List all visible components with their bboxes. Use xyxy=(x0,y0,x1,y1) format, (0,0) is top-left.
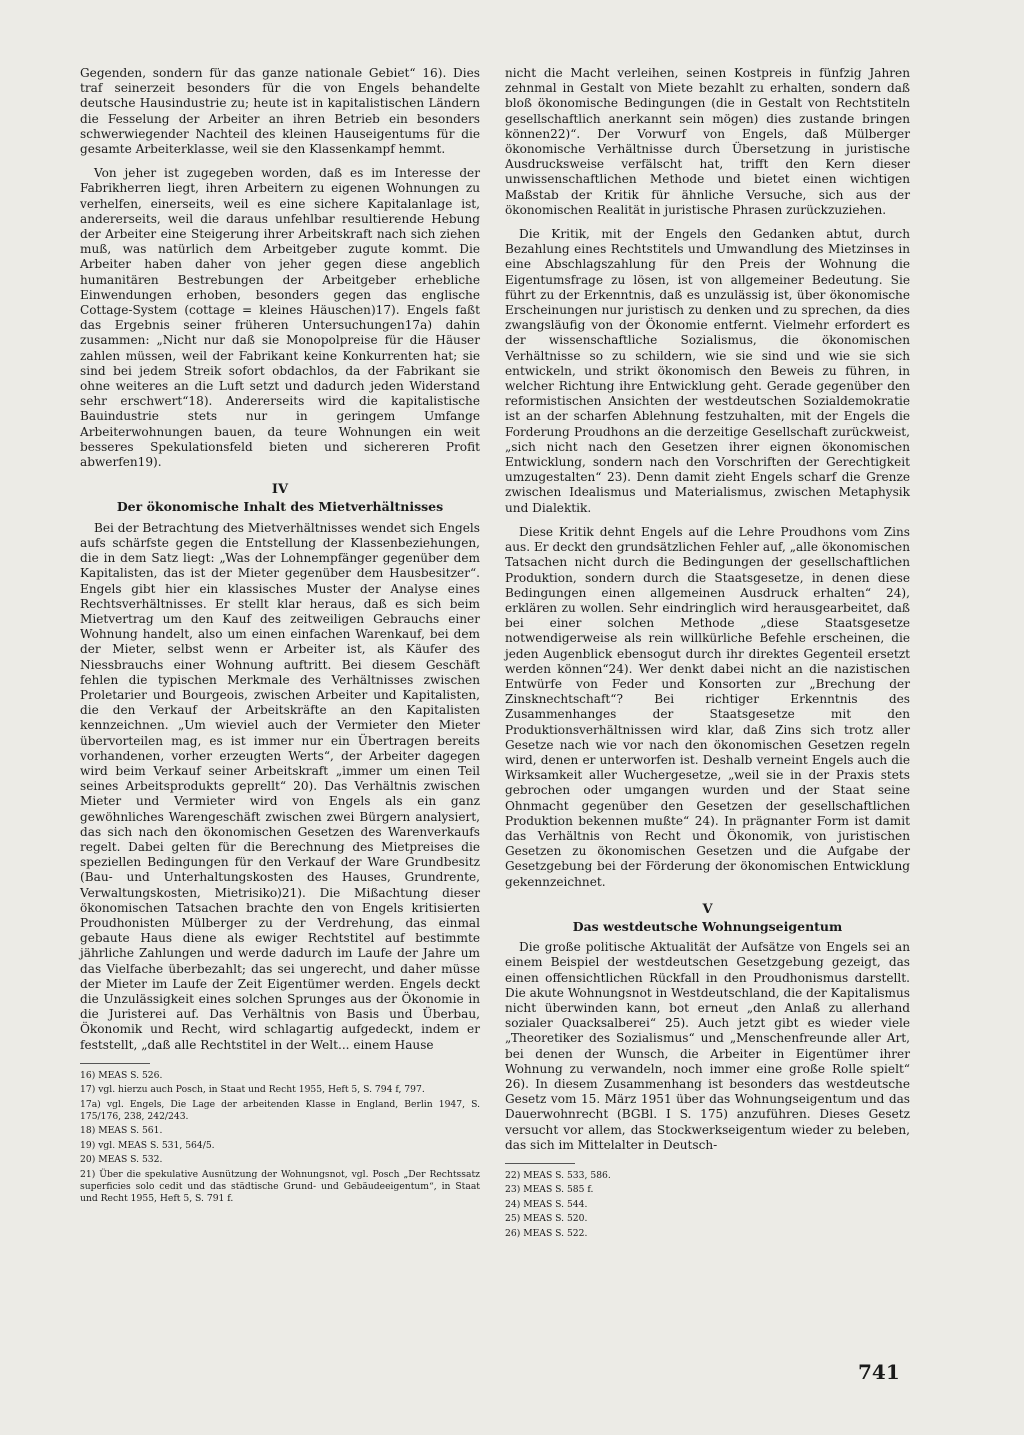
footnotes xyxy=(80,1070,480,1206)
footnote: 17a) vgl. Engels, Die Lage der arbeitenden Klasse in England, Berlin 1947, S. 175/176, 238, 242/243. xyxy=(80,1098,480,1123)
footnote: 19) vgl. MEAS S. 531, 564/5. xyxy=(80,1139,215,1151)
right-column xyxy=(505,66,910,1242)
footnote: 18) MEAS S. 561. xyxy=(80,1125,163,1137)
paragraph: Die große politische Aktualität der Aufsätze von Engels sei an einem Beispiel der westdeutschen Gesetzgebung gezeigt, das einen offensichtlichen Rückfall in den Proudhonismus darstellt. Die akute Wohnungsnot in Westdeutschland, die der Kapitalismus nicht überwinden kann, bot erneut „den Anlaß zu allerhand sozialer Quacksalberei“ 25). Auch jetzt gibt es wieder viele „Theoretiker des Sozialismus“ und „Menschenfreunde aller Art, bei denen der Wunsch, die Arbeiter in Eigentümer ihrer Wohnung zu verwandeln, noch immer eine große Rolle spielt“ 26). In diesem Zusammenhang ist besonders das westdeutsche Gesetz vom 15. März 1951 über das Wohnungseigentum und das Dauerwohnrecht (BGBl. I S. 175) anzuführen. Dieses Gesetz versucht vor allem, das Stockwerkseigentum wieder zu beleben, das sich im Mittelalter in Deutsch- xyxy=(505,940,910,1152)
section-number: IV xyxy=(271,482,289,498)
footnote-divider xyxy=(505,1163,575,1164)
section-title: Der ökonomische Inhalt des Mietverhältnisses xyxy=(116,499,444,515)
paragraph: Gegenden, sondern für das ganze nationale Gebiet“ 16). Dies traf seinerzeit besonders für die von Engels behandelte deutsche Hausindustrie zu; heute ist in kapitalistischen Ländern die Fesselung der Arbeiter an ihren Betrieb ein besonders schwerwiegender Nachteil des kleinen Hauseigentums für die gesamte Arbeiterklasse, weil sie den Klassenkampf hemmt. xyxy=(80,66,480,157)
footnotes xyxy=(505,1170,910,1240)
footnote: 21) Über die spekulative Ausnützung der Wohnungsnot, vgl. Posch „Der Rechtssatz superficies solo cedit und das städtische Grund- und Gebäudeeigentum“, in Staat und Recht 1955, Heft 5, S. 791 f. xyxy=(80,1168,480,1205)
paragraph: Diese Kritik dehnt Engels auf die Lehre Proudhons vom Zins aus. Er deckt den grundsätzlichen Fehler auf, „alle ökonomischen Tatsachen nicht durch die Bedingungen der gesellschaftlichen Produktion, sondern durch die Staatsgesetze, in denen diese Bedingungen einen allgemeinen Ausdruck erhalten“ 24), erklären zu wollen. Sehr eindringlich wird herausgearbeitet, daß bei einer solchen Methode „diese Staatsgesetze notwendigerweise als rein willkürliche Befehle erscheinen, die jeden Augenblick ebensogut durch ihr direktes Gegenteil ersetzt werden können“24). Wer denkt dabei nicht an die nazistischen Entwürfe von Feder und Konsorten zur „Brechung der Zinsknechtschaft“? Bei richtiger Erkenntnis des Zusammenhanges der Staatsgesetze mit den Produktionsverhältnissen wird klar, daß Zins sich trotz aller Gesetze nach wie vor nach den ökonomischen Gesetzen regeln wird, denen er unterworfen ist. Deshalb verneint Engels auch die Wirksamkeit aller Wuchergesetze, „weil sie in der Praxis stets gebrochen oder umgangen wurden und der Staat seine Ohnmacht gegenüber den Gesetzen der gesellschaftlichen Produktion bekennen mußte“ 24). In prägnanter Form ist damit das Verhältnis von Recht und Ökonomik, von juristischen Gesetzen zu ökonomischen Gesetzen und die Aufgabe der Gesetzgebung bei der Förderung der ökonomischen Entwicklung gekennzeichnet. xyxy=(505,524,910,889)
paragraph: nicht die Macht verleihen, seinen Kostpreis in fünfzig Jahren zehnmal in Gestalt von Miete bezahlt zu erhalten, sondern daß bloß ökonomische Bedingungen (die in Gestalt von Rechtstiteln gesellschaftlich anerkannt sein mögen) dies zustande bringen können22)“. Der Vorwurf von Engels, daß Mülberger ökonomische Verhältnisse durch Übersetzung in juristische Ausdrucksweise verfälscht hat, trifft den Kern dieser unwissenschaftlichen Methode und bietet einen wichtigen Maßstab der Kritik für ähnliche Versuche, sich aus der ökonomischen Realität in juristische Phrasen zurückzuziehen. xyxy=(505,66,910,217)
page-number: 741 xyxy=(858,1360,900,1384)
footnote: 17) vgl. hierzu auch Posch, in Staat und Recht 1955, Heft 5, S. 794 f, 797. xyxy=(80,1084,425,1096)
footnote: 25) MEAS S. 520. xyxy=(505,1213,588,1225)
footnote-divider xyxy=(80,1063,150,1064)
section-number: V xyxy=(702,901,713,917)
footnote: 16) MEAS S. 526. xyxy=(80,1069,163,1081)
left-column xyxy=(80,66,480,1208)
paragraph: Die Kritik, mit der Engels den Gedanken abtut, durch Bezahlung eines Rechtstitels und Umwandlung des Mietzinses in eine Abschlagszahlung für den Preis der Wohnung die Eigentumsfrage zu lösen, ist von allgemeiner Bedeutung. Sie führt zu der Erkenntnis, daß es unzulässig ist, über ökonomische Erscheinungen nur juristisch zu denken und zu sprechen, da dies zwangsläufig von der Ökonomie entfernt. Vielmehr erfordert es der wissenschaftliche Sozialismus, die ökonomischen Verhältnisse so zu schildern, wie sie sind und wie sie sich entwickeln, und strikt ökonomisch den Beweis zu führen, in welcher Richtung ihre Entwicklung geht. Gerade gegenüber den reformistischen Ansichten der westdeutschen Sozialdemokratie ist an der scharfen Ablehnung festzuhalten, mit der Engels die Forderung Proudhons an die derzeitige Gesellschaft zurückweist, „sich nicht nach den Gesetzen ihrer eignen ökonomischen Entwicklung, sondern nach den Vorschriften der Gerechtigkeit umzugestalten“ 23). Denn damit zieht Engels scharf die Grenze zwischen Idealismus und Materialismus, zwischen Metaphysik und Dialektik. xyxy=(505,227,910,515)
footnote: 26) MEAS S. 522. xyxy=(505,1227,588,1239)
footnote: 24) MEAS S. 544. xyxy=(505,1198,588,1210)
footnote: 23) MEAS S. 585 f. xyxy=(505,1184,594,1196)
paragraph: Bei der Betrachtung des Mietverhältnisses wendet sich Engels aufs schärfste gegen die Entstellung der Klassenbeziehungen, die in dem Satz liegt: „Was der Lohnempfänger gegenüber dem Kapitalisten, das ist der Mieter gegenüber dem Hausbesitzer“. Engels gibt hier ein klassisches Muster der Analyse eines Rechtsverhältnisses. Er stellt klar heraus, daß es sich beim Mietvertrag um den Kauf des zeitweiligen Gebrauchs einer Wohnung handelt, also um einen einfachen Warenkauf, bei dem der Mieter, selbst wenn er Arbeiter ist, als Käufer des Niessbrauchs einer Wohnung auftritt. Bei diesem Geschäft fehlen die typischen Merkmale des Verhältnisses zwischen Proletarier und Bourgeois, zwischen Arbeiter und Kapitalisten, die den Verkauf der Arbeitskräfte an den Kapitalisten kennzeichnen. „Um wieviel auch der Vermieter den Mieter übervorteilen mag, es ist immer nur ein Übertragen bereits vorhandenen, vorher erzeugten Werts“, der Arbeiter dagegen wird beim Verkauf seiner Arbeitskraft „immer um einen Teil seines Arbeitsprodukts geprellt“ 20). Das Verhältnis zwischen Mieter und Vermieter wird von Engels als ein ganz gewöhnliches Warengeschäft zwischen zwei Bürgern analysiert, das sich nach den ökonomischen Gesetzen des Warenverkaufs regelt. Dabei gelten für die Berechnung des Mietpreises die speziellen Bedingungen für den Verkauf der Ware Grundbesitz (Bau- und Unterhaltungskosten des Hauses, Grundrente, Verwaltungskosten, Mietrisiko)21). Die Mißachtung dieser ökonomischen Tatsachen brachte den von Engels kritisierten Proudhonisten Mülberger zu der Verdrehung, das einmal gebaute Haus diene als ewiger Rechtstitel auf bestimmte jährliche Zahlungen und werde dadurch im Laufe der Jahre um das Vielfache überbezahlt; das sei ungerecht, und daher müsse der Mieter im Laufe der Zeit Eigentümer werden. Engels deckt die Unzulässigkeit eines solchen Sprunges aus der Ökonomie in die Juristerei auf. Das Verhältnis von Basis und Überbau, Ökonomik und Recht, wird schlagartig aufgedeckt, indem er feststellt, „daß alle Rechtstitel in der Welt... einem Hause xyxy=(80,520,480,1052)
section-title: Das westdeutsche Wohnungseigentum xyxy=(572,918,843,934)
paragraph: Von jeher ist zugegeben worden, daß es im Interesse der Fabrikherren liegt, ihren Arbeitern zu eigenen Wohnungen zu verhelfen, einerseits, weil es eine sichere Kapitalanlage ist, andererseits, weil die daraus unfehlbar resultierende Hebung der Arbeiter eine Steigerung ihrer Arbeitskraft nach sich ziehen muß, was natürlich dem Arbeitgeber zugute kommt. Die Arbeiter haben daher von jeher gegen diese angeblich humanitären Bestrebungen der Arbeitgeber erhebliche Einwendungen erhoben, besonders gegen das englische Cottage-System (cottage = kleines Häuschen)17). Engels faßt das Ergebnis seiner früheren Untersuchungen17a) dahin zusammen: „Nicht nur daß sie Monopolpreise für die Häuser zahlen müssen, weil der Fabrikant keine Konkurrenten hat; sie sind bei jedem Streik sofort obdachlos, da der Fabrikant sie ohne weiteres an die Luft setzt und dadurch jeden Widerstand sehr erschwert“18). Andererseits wird die kapitalistische Bauindustrie stets nur in geringem Umfange Arbeiterwohnungen bauen, da teure Wohnungen ein weit besseres Spekulationsfeld bieten und sichereren Profit abwerfen19). xyxy=(80,166,480,470)
footnote: 22) MEAS S. 533, 586. xyxy=(505,1170,611,1182)
footnote: 20) MEAS S. 532. xyxy=(80,1154,163,1166)
